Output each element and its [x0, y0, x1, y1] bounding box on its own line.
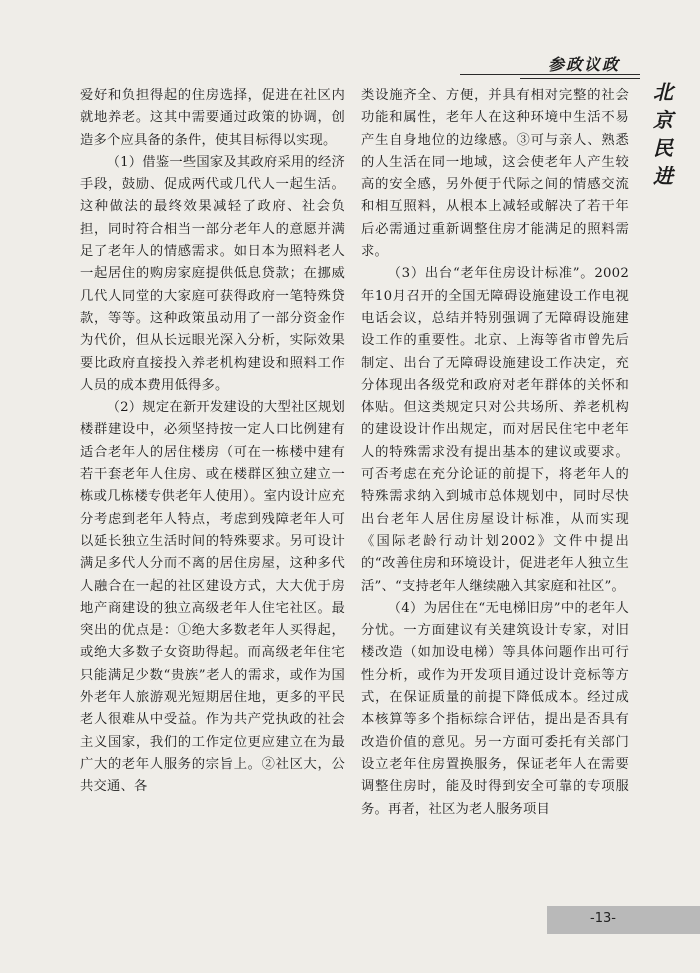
header-rule	[460, 74, 640, 75]
paragraph: 爱好和负担得起的住房选择，促进在社区内就地养老。这其中需要通过政策的协调，创造多个应具备的条件，使其目标得以实现。	[80, 88, 345, 148]
brand-char: 北	[653, 80, 673, 104]
paragraph: （4）为居住在“无电梯旧房”中的老年人分忧。一方面建议有关建筑设计专家，对旧楼改造（如加设电梯）等具体问题作出可行性分析，或作为开发项目通过设计竞标等方式，在保证质量的前提下降低成本。经过成本核算等多个指标综合评估，提出是否具有改造价值的意见。另一方面可委托有关部门设立老年住房置换服务，保证老年人在需要调整住房时，能及时得到安全可靠的专项服务。再者，社区为老人服务项目	[361, 600, 629, 817]
section-label: 参政议政	[548, 55, 621, 74]
paragraph: （3）出台“老年住房设计标准”。2002年10月召开的全国无障碍设施建设工作电视电话会议，总结并特别强调了无障碍设施建设工作的重要性。北京、上海等省市曾先后制定、出台了无障碍设施建设工作决定，充分体现出各级党和政府对老年群体的关怀和体贴。但这类规定只对公共场所、养老机构的建设设计作出规定，而对居民住宅中老年人的特殊需求没有提出基本的建议或要求。可否考虑在充分论证的前提下，将老年人的特殊需求纳入到城市总体规划中，同时尽快出台老年人居住房屋设计标准，从而实现《国际老龄行动计划2002》文件中提出的“改善住房和环境设计，促进老年人独立生活”、“支持老年人继续融入其家庭和社区”。	[361, 266, 629, 594]
footer-band	[547, 906, 700, 934]
left-column	[80, 85, 345, 799]
paragraph: （1）借鉴一些国家及其政府采用的经济手段，鼓励、促成两代或几代人一起生活。这种做法的最终效果减轻了政府、社会负担，同时符合相当一部分老年人的意愿并满足了老年人的情感需求。如日本为照料老人一起居住的购房家庭提供低息贷款；在挪威几代人同堂的大家庭可获得政府一笔特殊贷款，等等。这种政策虽动用了一部分资金作为代价，但从长远眼光深入分析，实际效果要比政府直接投入养老机构建设和照料工作人员的成本费用低得多。	[80, 154, 345, 393]
brand-char: 进	[653, 164, 673, 188]
brand-char: 京	[653, 108, 673, 132]
page-number: -13-	[590, 911, 616, 926]
brand-char: 民	[653, 136, 673, 160]
header-rule-secondary	[520, 78, 640, 79]
paragraph: （2）规定在新开发建设的大型社区规划楼群建设中，必须坚持按一定人口比例建有适合老年人的居住楼房（可在一栋楼中建有若干套老年人住房、或在楼群区独立建立一栋或几栋楼专供老年人使用）。室内设计应充分考虑到老年人特点，考虑到残障老年人可以延长独立生活时间的特殊要求。另可设计满足多代人分而不离的居住房屋，这种多代人融合在一起的社区建设方式，大大优于房地产商建设的独立高级老年人住宅社区。最突出的优点是：①绝大多数老年人买得起，或绝大多数子女资助得起。而高级老年住宅只能满足少数“贵族”老人的需求，或作为国外老年人旅游观光短期居住地，更多的平民老人很难从中受益。作为共产党执政的社会主义国家，我们的工作定位更应建立在为最广大的老年人服务的宗旨上。②社区大，公共交通、各	[80, 400, 345, 795]
brand-logo-vertical	[648, 78, 678, 190]
right-column	[361, 85, 629, 821]
paragraph: 类设施齐全、方便，并具有相对完整的社会功能和属性，老年人在这种环境中生活不易产生自身地位的边缘感。③可与亲人、熟悉的人生活在同一地域，这会使老年人产生较高的安全感，另外便于代际之间的情感交流和相互照料，从根本上减轻或解决了若干年后必需通过重新调整住房才能满足的照料需求。	[361, 88, 629, 260]
